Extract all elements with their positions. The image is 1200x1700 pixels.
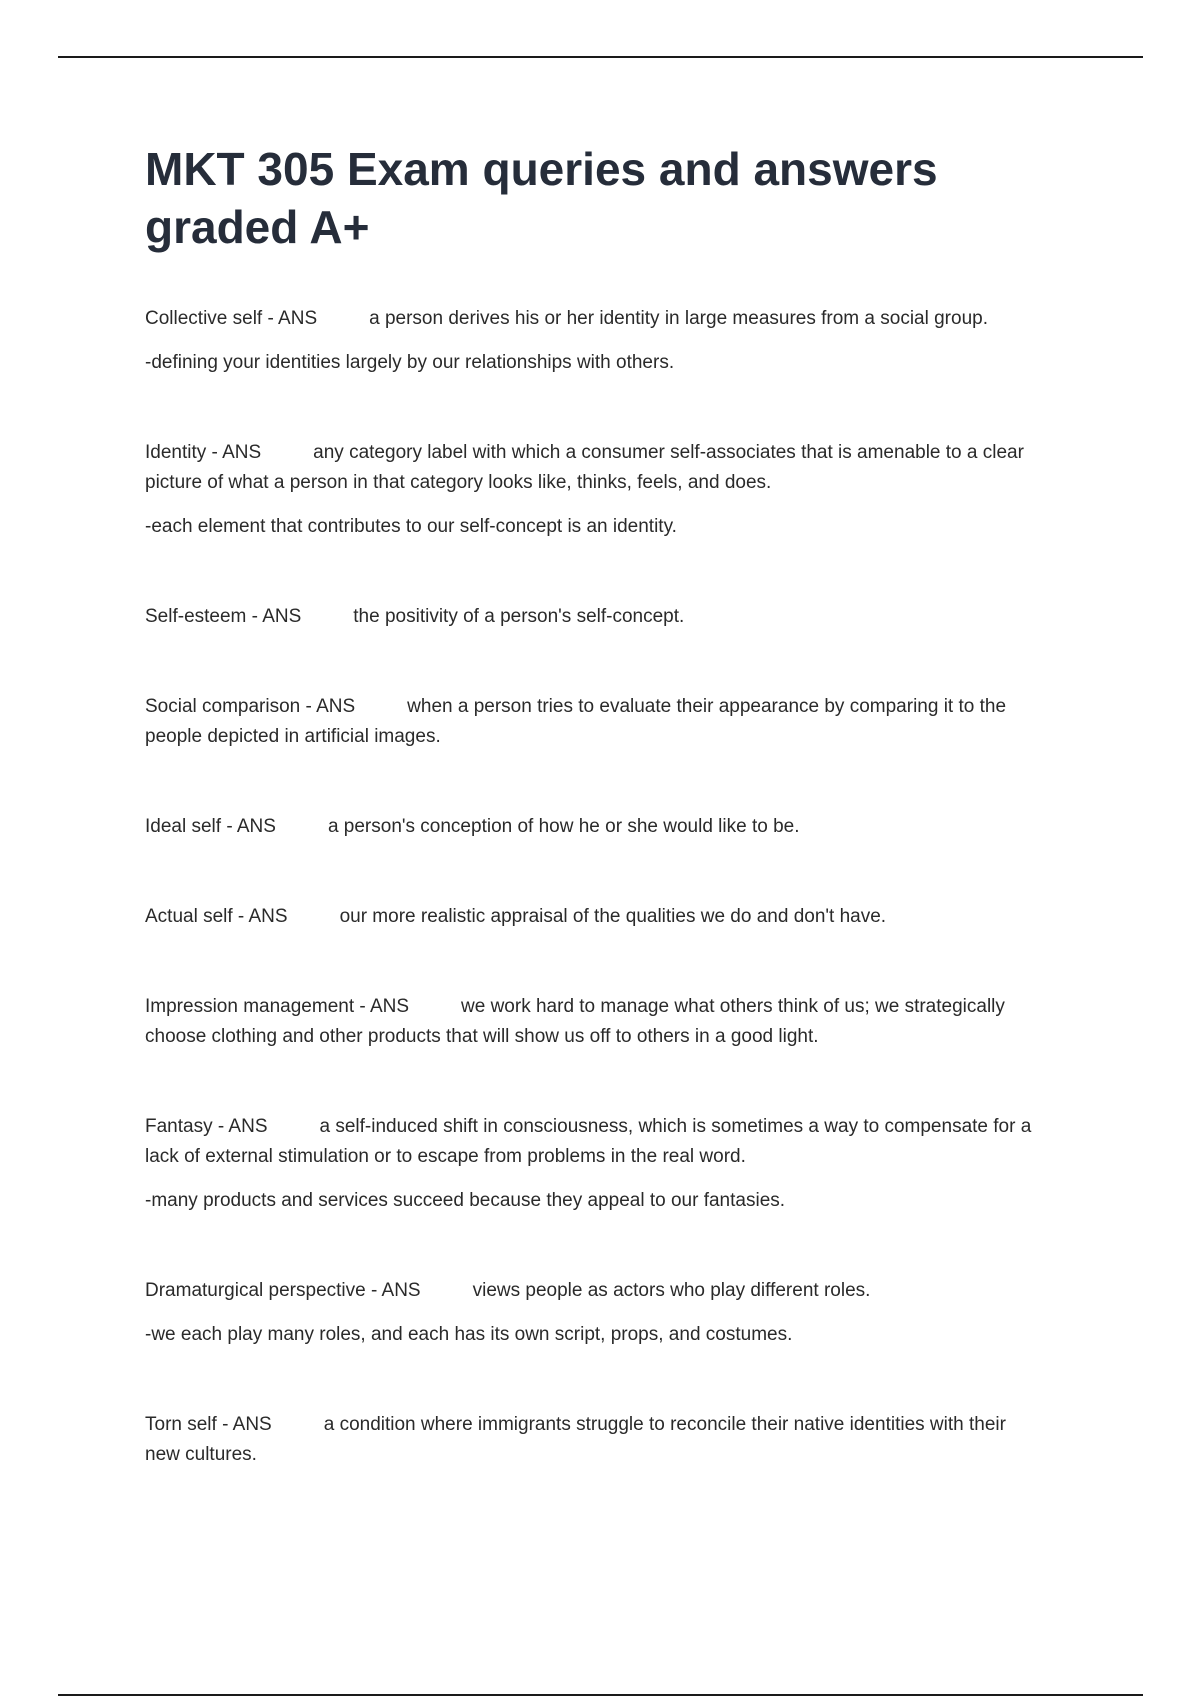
entry-dramaturgical-perspective	[145, 1276, 1045, 1350]
entry-definition-line	[145, 1276, 1045, 1306]
entry-term: Torn self - ANS	[145, 1414, 272, 1435]
document-title: MKT 305 Exam queries and answers graded A+	[145, 143, 938, 253]
entry-note: -we each play many roles, and each has its own script, props, and costumes.	[145, 1324, 793, 1345]
entry-note: -many products and services succeed because they appeal to our fantasies.	[145, 1190, 786, 1211]
entry-fantasy	[145, 1112, 1045, 1216]
entry-definition-line	[145, 438, 1045, 498]
entry-definition-line	[145, 692, 1045, 752]
entry-definition: any category label with which a consumer self-associates that is amenable to a clear picture of what a person in that category looks like, thinks, feels, and does.	[145, 442, 1024, 493]
entry-collective-self	[145, 304, 1045, 378]
entry-definition-line	[145, 902, 1045, 932]
entry-definition: we work hard to manage what others think of us; we strategically choose clothing and other products that will show us off to others in a good light.	[145, 996, 1005, 1047]
entry-definition-line	[145, 992, 1045, 1052]
entry-actual-self	[145, 902, 1045, 932]
entry-self-esteem	[145, 602, 1045, 632]
entry-definition: a self-induced shift in consciousness, which is sometimes a way to compensate for a lack of external stimulation or to escape from problems in the real word.	[145, 1116, 1032, 1167]
entry-definition-line	[145, 304, 1045, 334]
entry-note: -defining your identities largely by our relationships with others.	[145, 352, 675, 373]
top-rule	[58, 56, 1143, 58]
entry-definition: a person derives his or her identity in large measures from a social group.	[369, 308, 988, 329]
entry-definition-line	[145, 1112, 1045, 1172]
entry-term: Impression management - ANS	[145, 996, 410, 1017]
entry-term: Dramaturgical perspective - ANS	[145, 1280, 421, 1301]
entry-term: Ideal self - ANS	[145, 816, 276, 837]
entry-term: Collective self - ANS	[145, 308, 318, 329]
entry-definition-line	[145, 602, 1045, 632]
entry-definition: the positivity of a person's self-concept.	[353, 606, 685, 627]
entry-identity	[145, 438, 1045, 542]
entry-definition-line	[145, 1410, 1045, 1470]
entry-definition: when a person tries to evaluate their appearance by comparing it to the people depicted in artificial images.	[145, 696, 1007, 747]
entry-term: Self-esteem - ANS	[145, 606, 302, 627]
entry-impression-management	[145, 992, 1045, 1052]
entry-ideal-self	[145, 812, 1045, 842]
entry-definition-line	[145, 812, 1045, 842]
entry-social-comparison	[145, 692, 1045, 752]
entry-note: -each element that contributes to our self-concept is an identity.	[145, 516, 677, 537]
entry-definition: our more realistic appraisal of the qualities we do and don't have.	[339, 906, 887, 927]
entry-term: Social comparison - ANS	[145, 696, 356, 717]
bottom-rule	[58, 1694, 1143, 1696]
document-body	[145, 140, 1045, 1530]
entry-definition: a condition where immigrants struggle to reconcile their native identities with their new cultures.	[145, 1414, 1006, 1465]
entry-term: Identity - ANS	[145, 442, 262, 463]
entry-term: Fantasy - ANS	[145, 1116, 268, 1137]
entry-definition: a person's conception of how he or she would like to be.	[327, 816, 800, 837]
entry-term: Actual self - ANS	[145, 906, 288, 927]
entry-definition: views people as actors who play different roles.	[472, 1280, 871, 1301]
entry-torn-self	[145, 1410, 1045, 1470]
